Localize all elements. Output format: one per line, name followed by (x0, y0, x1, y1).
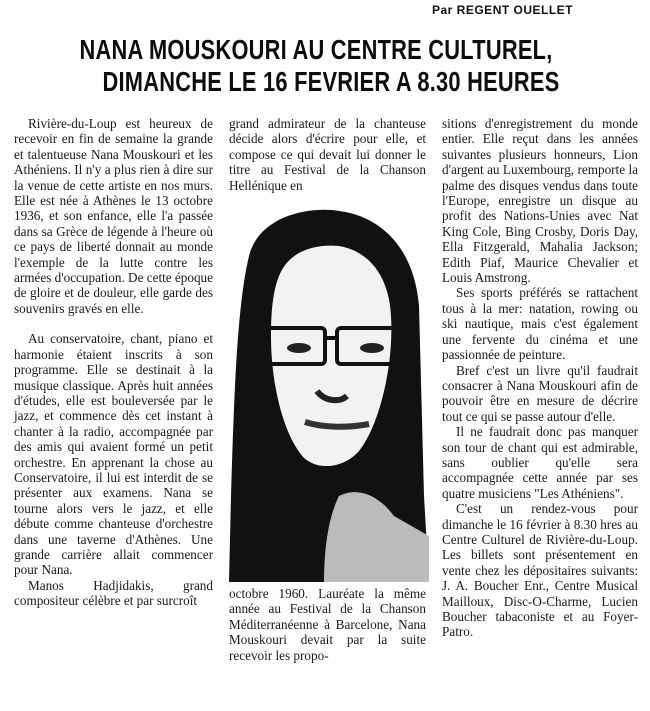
article-column-1 (14, 116, 213, 609)
portrait-photo (229, 196, 429, 582)
paragraph: Bref c'est un livre qu'il faudrait consacrer à Nana Mouskouri afin de pouvoir être en mesure de décrire tout ce qui se passe autour d'elle. (442, 362, 638, 424)
paragraph: grand admirateur de la chanteuse décide alors d'écrire pour elle, et compose ce qui devait lui donner le titre au Festival de la Chanson Hellénique en (229, 116, 426, 193)
article-column-2-top (229, 116, 426, 193)
article-column-2-bottom (229, 586, 426, 663)
headline-line-2: DIMANCHE LE 16 FEVRIER A 8.30 HEURES (102, 66, 560, 97)
paragraph: Manos Hadjidakis, grand compositeur célèbre et par surcroît (14, 577, 213, 609)
paragraph: C'est un rendez-vous pour dimanche le 16 février à 8.30 hres au Centre Culturel de Rivière-du-Loup. Les billets sont présentement en vente chez les dépositaires suivants: J. A. Boucher Enr., Centre Musical Mailloux, Disc-O-Charme, Lucien Boucher tabaconiste et au Foyer-Patro. (442, 501, 638, 640)
headline (0, 34, 650, 98)
headline-line-1: NANA MOUSKOURI AU CENTRE CULTUREL, (79, 34, 553, 65)
paragraph: Rivière-du-Loup est heureux de recevoir en fin de semaine la grande et talentueuse Nana Mouskouri et les Athéniens. Il n'y a plus rien à dire sur la venue de cette artiste en nos murs. Elle est née à Athènes le 13 octobre 1936, et son enfance, elle l'a passée dans sa Grèce de légende à l'heure où ce pays de liberté donnait au monde l'exemple de la lutte contre les armées d'occupation. De cette époque de gloire et de douleur, elle garde des souvenirs gravés en elle. (14, 116, 213, 316)
portrait-image-icon (229, 196, 429, 582)
paragraph: octobre 1960. Lauréate la même année au Festival de la Chanson Méditerranéenne à Barcelone, Nana Mouskouri devait par la suite recevoir les propo- (229, 586, 426, 663)
byline: Par REGENT OUELLET (432, 3, 574, 17)
paragraph: Ses sports préférés se rattachent tous à la mer: natation, rowing ou ski nautique, mais c'est également une fervente du cinéma et une passionnée de peinture. (442, 285, 638, 363)
paragraph: Au conservatoire, chant, piano et harmonie étaient inscrits à son programme. Elle se destinait à la musique classique. Après huit années d'études, elle est bouleversée par le jazz, et commence dès cet instant à chanter à la radio, accompagnée par des amis qui avaient formé un petit orchestre. En apprenant la chose au Conservatoire, il lui est interdit de se présenter aux examens. Nana se tourne alors vers le jazz, et elle débute comme chanteuse d'orchestre dans une taverne d'Athènes. Une grande carrière allait commencer pour Nana. (14, 331, 213, 578)
paragraph: sitions d'enregistrement du monde entier. Elle reçut dans les années suivantes plusieurs honneurs, Lion d'argent au Luxembourg, remporte la palme des disques vendus dans toute l'Europe, enregistre un disque au profit des Nations-Unies avec Nat King Cole, Bing Crosby, Doris Day, Ella Fitzgerald, Mahalia Jackson; Edith Piaf, Maurice Chevalier et Louis Amstrong. (442, 116, 638, 286)
paragraph: Il ne faudrait donc pas manquer son tour de chant qui est admirable, sans oublier qu'elle sera accompagnée cette année par ses quatre musiciens "Les Athéniens". (442, 424, 638, 501)
article-column-3 (442, 116, 638, 640)
